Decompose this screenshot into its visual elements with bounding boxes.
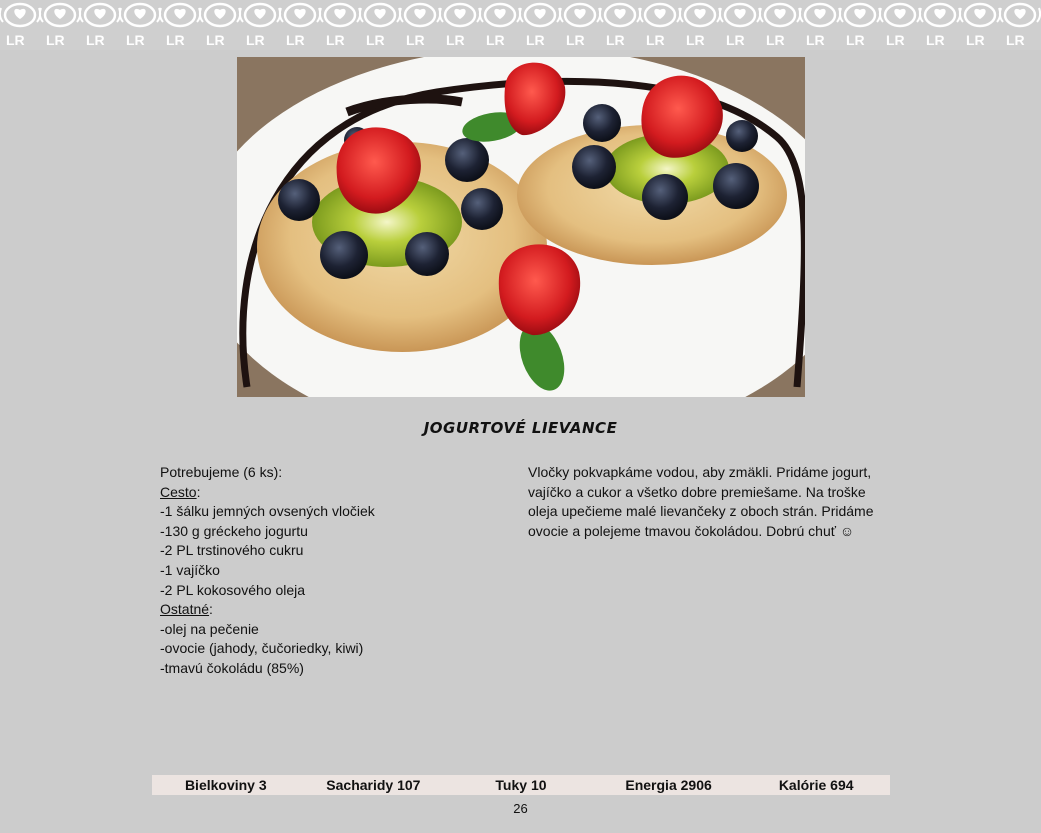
other-heading-colon: : xyxy=(209,601,213,618)
lr-logo-text: LR xyxy=(686,32,705,48)
ingredient-item: -2 PL trstinového cukru xyxy=(160,542,304,559)
heart-hands-icon xyxy=(280,4,320,48)
lr-logo-text: LR xyxy=(646,32,665,48)
lr-logo-text: LR xyxy=(366,32,385,48)
ingredient-item: -130 g gréckeho jogurtu xyxy=(160,522,308,539)
heart-hands-icon xyxy=(120,4,160,48)
heart-hands-icon xyxy=(680,4,720,48)
decorative-banner xyxy=(0,0,1041,50)
heart-hands-icon xyxy=(840,4,880,48)
lr-logo-text: LR xyxy=(46,32,65,48)
ingredient-item: -1 vajíčko xyxy=(160,561,220,578)
other-heading-label: Ostatné xyxy=(160,601,210,618)
lr-logo-text: LR xyxy=(446,32,465,48)
lr-logo-text: LR xyxy=(926,32,945,48)
lr-logo-text: LR xyxy=(966,32,985,48)
heart-hands-icon xyxy=(920,4,960,48)
heart-hands-icon xyxy=(760,4,800,48)
heart-hands-icon xyxy=(40,4,80,48)
pancake-photo xyxy=(237,57,805,397)
ingredients-intro: Potrebujeme (6 ks): xyxy=(160,464,283,480)
lr-logo-text: LR xyxy=(566,32,585,48)
lr-logo-text: LR xyxy=(726,32,745,48)
heart-hands-icon xyxy=(240,4,280,48)
lr-logo-text: LR xyxy=(1006,32,1025,48)
heart-hands-icon xyxy=(400,4,440,48)
ingredient-item: -1 šálku jemných ovsených vločiek xyxy=(160,503,375,520)
lr-logo-text: LR xyxy=(806,32,825,48)
lr-logo-text: LR xyxy=(886,32,905,48)
ingredient-item: -2 PL kokosového oleja xyxy=(160,581,306,598)
nutrition-calories: Kalórie 694 xyxy=(778,777,854,793)
lr-logo-text: LR xyxy=(86,32,105,48)
heart-hands-icon xyxy=(440,4,480,48)
page-number: 26 xyxy=(513,801,528,816)
ingredient-item: -ovocie (jahody, čučoriedky, kiwi) xyxy=(160,640,364,657)
heart-hands-icon xyxy=(160,4,200,48)
heart-hands-icon xyxy=(80,4,120,48)
lr-logo-text: LR xyxy=(526,32,545,48)
heart-hands-icon xyxy=(640,4,680,48)
lr-logo-text: LR xyxy=(166,32,185,48)
lr-logo-text: LR xyxy=(406,32,425,48)
heart-hands-icon xyxy=(520,4,560,48)
lr-logo-text: LR xyxy=(606,32,625,48)
lr-logo-text: LR xyxy=(246,32,265,48)
heart-hands-icon xyxy=(800,4,840,48)
lr-logo-text: LR xyxy=(326,32,345,48)
heart-hands-icon xyxy=(720,4,760,48)
lr-logo-text: LR xyxy=(766,32,785,48)
lr-logo-text: LR xyxy=(206,32,225,48)
dough-heading-label: Cesto xyxy=(160,483,197,500)
heart-hands-icon xyxy=(560,4,600,48)
nutrition-bar xyxy=(152,775,890,795)
lr-logo-text: LR xyxy=(6,32,25,48)
heart-hands-icon xyxy=(200,4,240,48)
heart-hands-icon xyxy=(480,4,520,48)
recipe-title: JOGURTOVÉ LIEVANCE xyxy=(423,419,618,437)
other-heading xyxy=(160,600,500,620)
lr-logo-text: LR xyxy=(126,32,145,48)
heart-hands-icon xyxy=(600,4,640,48)
recipe-instructions: Vločky pokvapkáme vodou, aby zmäkli. Pridáme jogurt, vajíčko a cukor a všetko dobre premiešame. Na troške oleja upečieme malé lievančeky z oboch strán. Pridáme ovocie a polejeme tmavou čokoládou. Dobrú chuť ☺ xyxy=(528,464,874,539)
nutrition-energy: Energia 2906 xyxy=(625,777,712,793)
ingredients-list xyxy=(160,463,500,679)
lr-logo-text: LR xyxy=(486,32,505,48)
nutrition-fat: Tuky 10 xyxy=(495,777,547,793)
dough-heading xyxy=(160,483,500,503)
heart-hands-icon xyxy=(960,4,1000,48)
nutrition-carbs: Sacharidy 107 xyxy=(326,777,421,793)
banner-pattern xyxy=(0,0,1041,50)
ingredient-item: -olej na pečenie xyxy=(160,620,259,637)
heart-hands-icon xyxy=(360,4,400,48)
lr-logo-text: LR xyxy=(846,32,865,48)
ingredient-item: -tmavú čokoládu (85%) xyxy=(160,659,304,676)
heart-hands-icon xyxy=(320,4,360,48)
heart-hands-icon xyxy=(880,4,920,48)
nutrition-protein: Bielkoviny 3 xyxy=(184,777,267,793)
dough-heading-colon: : xyxy=(196,483,201,500)
heart-hands-icon xyxy=(0,4,40,48)
heart-hands-icon xyxy=(1000,4,1040,48)
lr-logo-text: LR xyxy=(286,32,305,48)
recipe-photo xyxy=(237,57,805,397)
